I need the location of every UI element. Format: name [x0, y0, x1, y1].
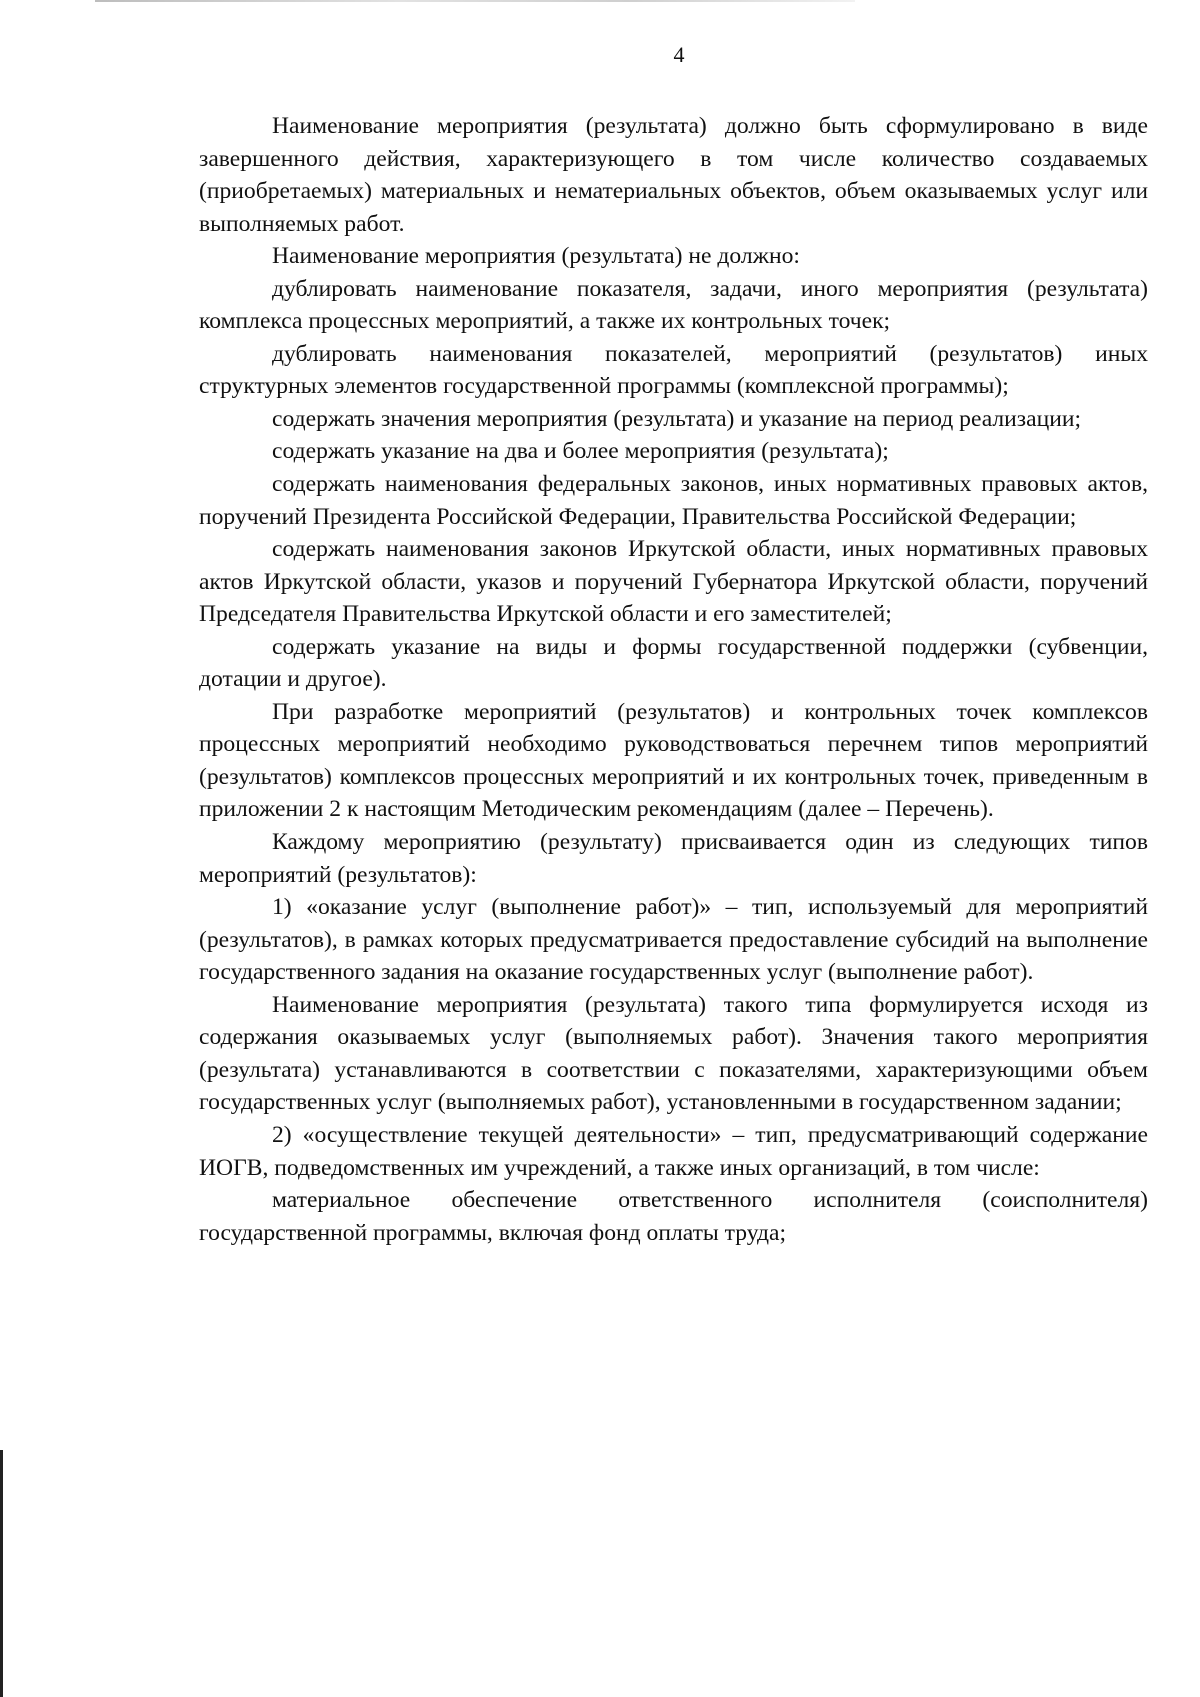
paragraph: 1) «оказание услуг (выполнение работ)» – тип, используемый для мероприятий (результатов), в рамках которых предусматривается предоставление субсидий на выполнение государственного задания на оказание государственных услуг (выполнение работ). [199, 894, 1148, 986]
scan-top-edge [95, 0, 855, 2]
paragraph: Наименование мероприятия (результата) такого типа формулируется исходя из содержания оказываемых услуг (выполняемых работ). Значения такого мероприятия (результата) устанавливаются в соответствии с показателями, характеризующими объем государственных услуг (выполняемых работ), установленными в государственном задании; [199, 991, 1148, 1116]
paragraph: дублировать наименования показателей, мероприятий (результатов) иных структурных элементов государственной программы (комплексной программы); [199, 340, 1148, 400]
paragraph: Наименование мероприятия (результата) должно быть сформулировано в виде завершенного действия, характеризующего в том числе количество создаваемых (приобретаемых) материальных и нематериальных объектов, объем оказываемых услуг или выполняемых работ. [199, 113, 1148, 237]
paragraph: Наименование мероприятия (результата) не должно: [272, 243, 800, 270]
paragraph: материальное обеспечение ответственного исполнителя (соисполнителя) государственной программы, включая фонд оплаты труда; [199, 1187, 1148, 1246]
scan-left-edge [0, 1450, 3, 1697]
paragraph: содержать наименования федеральных законов, иных нормативных правовых актов, поручений Президента Российской Федерации, Правительства Российской Федерации; [199, 471, 1148, 530]
paragraph: содержать указание на два и более мероприятия (результата); [272, 438, 889, 465]
document-body [199, 110, 1148, 1249]
paragraph: дублировать наименование показателя, задачи, иного мероприятия (результата) комплекса процессных мероприятий, а также их контрольных точек; [199, 275, 1148, 335]
paragraph: 2) «осуществление текущей деятельности» – тип, предусматривающий содержание ИОГВ, подведомственных им учреждений, а также иных организаций, в том числе: [199, 1121, 1148, 1181]
paragraph: Каждому мероприятию (результату) присваивается один из следующих типов мероприятий (результатов): [199, 829, 1148, 888]
paragraph: содержать значения мероприятия (результата) и указание на период реализации; [272, 405, 1082, 432]
paragraph: содержать наименования законов Иркутской области, иных нормативных правовых актов Иркутской области, указов и поручений Губернатора Иркутской области, поручений Председателя Правительства Иркутской области и его заместителей; [199, 536, 1148, 628]
paragraph: При разработке мероприятий (результатов) и контрольных точек комплексов процессных мероприятий необходимо руководствоваться перечнем типов мероприятий (результатов) комплексов процессных мероприятий и их контрольных точек, приведенным в приложении 2 к настоящим Методическим рекомендациям (далее – Перечень). [199, 698, 1148, 823]
paragraph: содержать указание на виды и формы государственной поддержки (субвенции, дотации и другое). [199, 633, 1148, 693]
page-number: 4 [673, 42, 685, 67]
